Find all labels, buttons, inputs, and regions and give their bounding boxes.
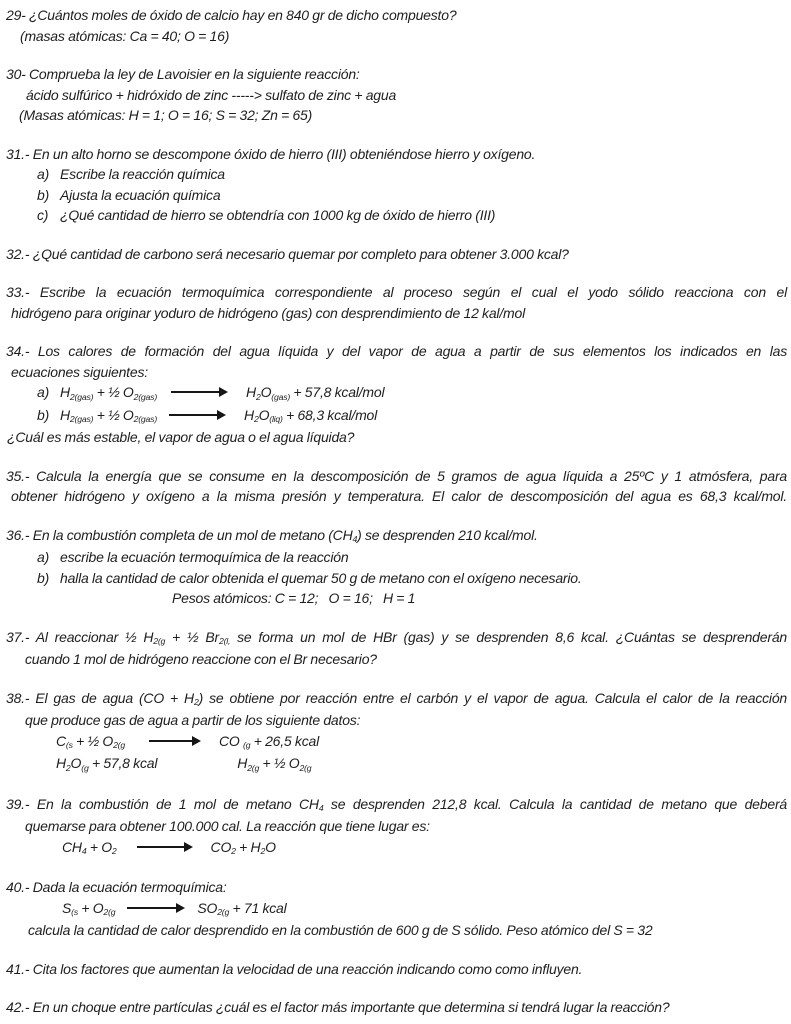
exercise-35-line-2 — [11, 486, 787, 507]
subscript-run: (gas) — [271, 391, 291, 402]
list-item-label: c) — [37, 207, 49, 223]
text-run: + 57,8 kcal — [88, 755, 158, 771]
exercise-39-line-3 — [62, 837, 787, 860]
exercise-32 — [6, 244, 787, 265]
subscript-run: 2(gas) — [133, 391, 158, 402]
spacer — [117, 851, 137, 852]
subscript-run: 2 — [231, 846, 236, 857]
exercise-42-line-1 — [6, 997, 787, 1018]
text-run: + 71 kcal — [229, 899, 287, 916]
text-run: + O — [77, 899, 104, 916]
exercise-41 — [6, 959, 787, 980]
text-run: CH — [62, 838, 82, 855]
exercise-39-line-1 — [6, 794, 787, 817]
subscript-run: (s — [71, 907, 78, 918]
exercise-34-line-4 — [37, 405, 787, 428]
text-run: + ½ O — [93, 384, 134, 400]
text-run: obtener hidrógeno y oxígeno a la misma presión y temperatura. El calor de descomposición del agua es 68,3 kcal/mol. — [11, 488, 787, 504]
text-run: CO — [210, 838, 232, 855]
spacer — [125, 745, 149, 746]
spacer — [115, 912, 127, 913]
spacer — [228, 396, 246, 397]
text-run: quemarse para obtener 100.000 cal. La reacción que tiene lugar es: — [25, 818, 430, 834]
exercise-34-line-5 — [7, 427, 787, 448]
exercise-40-line-1 — [6, 877, 787, 898]
text-run: O — [265, 838, 276, 855]
text-run: Pesos atómicos: C = 12; O = 16; H = 1 — [172, 590, 416, 606]
list-item-label: b) — [37, 186, 50, 203]
exercise-29 — [6, 5, 787, 46]
exercise-36-line-4 — [172, 588, 787, 609]
spacer — [201, 745, 219, 746]
exercise-41-line-1 — [6, 959, 787, 980]
exercise-32-line-1 — [6, 244, 787, 265]
text-run: H — [60, 406, 70, 423]
text-run: 37.- Al reaccionar ½ H — [6, 628, 154, 645]
text-run: H — [244, 406, 254, 423]
text-run: 41.- Cita los factores que aumentan la velocidad de una reacción indicando como como influyen. — [6, 960, 583, 977]
reaction-arrow-icon — [171, 387, 228, 397]
reaction-arrow-icon — [149, 736, 201, 746]
subscript-run: 2 — [260, 846, 266, 857]
text-run: CO — [219, 732, 243, 749]
text-run: + ½ O — [259, 755, 300, 771]
exercise-35-line-1 — [6, 466, 787, 487]
exercise-31 — [6, 144, 787, 226]
exercise-29-line-1 — [6, 5, 787, 26]
exercise-33-line-1 — [6, 282, 787, 303]
list-item-label: b) — [37, 406, 50, 423]
subscript-run: 4 — [318, 803, 324, 814]
subscript-run: 2(g — [217, 907, 230, 918]
subscript-run: (g — [243, 740, 251, 751]
text-run: ácido sulfúrico + hidróxido de zinc -----> sulfato de zinc + agua — [26, 86, 397, 103]
subscript-run: 2(g — [299, 762, 312, 773]
text-run: 40.- Dada la ecuación termoquímica: — [6, 879, 227, 895]
text-run: halla la cantidad de calor obtenida el quemar 50 g de metano con el oxígeno necesario. — [60, 569, 582, 586]
text-run: calcula la cantidad de calor desprendido en la combustión de 600 g de S sólido. Peso atómico del S = 32 — [28, 922, 653, 938]
exercise-31-line-2 — [37, 164, 787, 185]
text-run: S — [62, 899, 72, 916]
exercise-40 — [6, 877, 787, 941]
exercise-31-line-1 — [6, 144, 787, 165]
text-run: ¿Qué cantidad de hierro se obtendría con 1000 kg de óxido de hierro (III) — [60, 207, 496, 223]
list-item-label: a) — [37, 384, 50, 400]
subscript-run: 2(g — [103, 907, 116, 918]
exercise-31-line-3 — [37, 185, 787, 206]
text-run: Ajusta la ecuación química — [60, 186, 221, 203]
exercise-40-line-3 — [28, 920, 787, 941]
subscript-run: 4 — [81, 846, 87, 857]
exercise-37 — [6, 627, 787, 670]
text-run: escribe la ecuación termoquímica de la reacción — [60, 549, 349, 565]
exercise-36-line-3 — [37, 568, 787, 589]
text-run: 42.- En un choque entre partículas ¿cuál es el factor más importante que determina si tendrá lugar la reacción? — [6, 999, 670, 1015]
text-run: 38.- El gas de agua (CO + H — [6, 689, 194, 706]
exercise-42 — [6, 997, 787, 1018]
text-run: + ½ Br — [165, 628, 219, 645]
text-run: + 26,5 kcal — [250, 732, 320, 749]
text-run: cuando 1 mol de hidrógeno reaccione con el Br necesario? — [25, 651, 377, 667]
exercise-34-line-2 — [11, 362, 787, 383]
spacer — [193, 851, 211, 852]
text-run: O — [258, 406, 270, 423]
spacer — [157, 419, 169, 420]
text-run: + ½ O — [93, 406, 134, 423]
exercise-39 — [6, 794, 787, 860]
exercise-40-line-2 — [62, 898, 787, 921]
text-run: + 68,3 kcal/mol — [282, 406, 378, 423]
text-run: C — [56, 732, 66, 749]
text-run: ) se obtiene por reacción entre el carbón y el vapor de agua. Calcula el calor de la reacción — [198, 689, 788, 706]
exercise-33-line-2 — [11, 303, 787, 324]
subscript-run: 2 — [65, 762, 71, 773]
text-run: 33.- Escribe la ecuación termoquímica correspondiente al proceso según el cual el yodo sólido reacciona con el — [6, 284, 787, 300]
subscript-run: 2(gas) — [69, 414, 94, 425]
exercise-31-line-4 — [37, 205, 787, 226]
text-run: hidrógeno para originar yoduro de hidrógeno (gas) con desprendimiento de 12 kal/mol — [11, 304, 525, 321]
text-run: 34.- Los calores de formación del agua líquida y del vapor de agua a partir de sus elementos los indicados en las — [6, 343, 787, 359]
subscript-run: 2 — [193, 697, 199, 708]
text-run: que produce gas de agua a partir de los siguiente datos: — [25, 712, 361, 728]
text-run: 30- Comprueba la ley de Lavoisier en la siguiente reacción: — [6, 66, 360, 82]
subscript-run: 2 — [253, 414, 259, 425]
text-run: Escribe la reacción química — [60, 166, 225, 182]
spacer — [226, 419, 244, 420]
reaction-arrow-icon — [127, 903, 185, 913]
subscript-run: 2(g — [247, 762, 260, 773]
exercise-30-line-1 — [6, 64, 787, 85]
subscript-run: 2(gas) — [133, 414, 158, 425]
subscript-run: 2(g — [113, 740, 125, 751]
text-run: + O — [86, 838, 112, 855]
text-run: 39.- En la combustión de 1 mol de metano CH — [6, 795, 319, 812]
text-run: SO — [197, 899, 218, 916]
subscript-run: 2(l, — [218, 636, 231, 647]
list-item-label: a) — [37, 166, 50, 182]
text-run: 35.- Calcula la energía que se consume en la descomposición de 5 gramos de agua líquida a 25ºC y 1 atmósfera, para — [6, 467, 787, 484]
text-run: ecuaciones siguientes: — [11, 363, 148, 380]
exercise-38-line-4 — [56, 753, 787, 776]
text-run: + ½ O — [72, 732, 114, 749]
spacer — [157, 767, 237, 768]
spacer — [185, 912, 197, 913]
subscript-run: (liq) — [269, 414, 283, 425]
exercise-29-line-2 — [20, 26, 787, 47]
text-run: 36.- En la combustión completa de un mol de metano (CH — [6, 526, 353, 543]
exercise-36-line-2 — [37, 547, 787, 568]
exercise-37-line-2 — [25, 649, 787, 670]
exercise-30-line-3 — [19, 105, 787, 126]
subscript-run: 2 — [255, 391, 261, 402]
exercise-30 — [6, 64, 787, 126]
exercise-34 — [6, 341, 787, 448]
text-run: ) se desprenden 210 kcal/mol. — [357, 526, 538, 543]
subscript-run: 2 — [111, 846, 117, 857]
text-run: (Masas atómicas: H = 1; O = 16; S = 32; Zn = 65) — [19, 107, 313, 123]
exercise-33 — [6, 282, 787, 323]
text-run: + 57,8 kcal/mol — [290, 384, 385, 400]
text-run: se forma un mol de HBr (gas) y se desprenden 8,6 kcal. ¿Cuántas se desprenderán — [230, 628, 787, 645]
text-run: 32.- ¿Qué cantidad de carbono será necesario quemar por completo para obtener 3.000 kcal? — [6, 245, 569, 262]
text-run: + H — [235, 838, 261, 855]
text-run: 31.- En un alto horno se descompone óxido de hierro (III) obteniéndose hierro y oxígeno. — [6, 145, 536, 162]
exercise-37-line-1 — [6, 627, 787, 650]
text-run: ¿Cuál es más estable, el vapor de agua o el agua líquida? — [7, 429, 355, 445]
exercise-34-line-1 — [6, 341, 787, 362]
text-run: O — [70, 755, 82, 771]
reaction-arrow-icon — [137, 842, 193, 852]
spacer — [157, 396, 171, 397]
exercise-34-line-3 — [37, 382, 787, 405]
text-run: 29- ¿Cuántos moles de óxido de calcio hay en 840 gr de dicho compuesto? — [6, 7, 457, 23]
exercise-38-line-2 — [25, 710, 787, 731]
text-run: O — [260, 384, 272, 400]
exercise-30-line-2 — [26, 85, 787, 106]
exercise-39-line-2 — [25, 816, 787, 837]
exercise-36 — [6, 525, 787, 609]
subscript-run: (g — [81, 762, 89, 773]
exercise-38 — [6, 688, 787, 776]
list-item-label: a) — [37, 549, 50, 565]
reaction-arrow-icon — [169, 410, 226, 420]
list-item-label: b) — [37, 569, 50, 586]
text-run: H — [56, 755, 66, 771]
subscript-run: 4 — [352, 534, 358, 545]
text-run: (masas atómicas: Ca = 40; O = 16) — [20, 27, 230, 44]
exercise-38-line-1 — [6, 688, 787, 711]
exercise-36-line-1 — [6, 525, 787, 548]
text-run: H — [246, 384, 256, 400]
subscript-run: (s — [65, 740, 73, 751]
subscript-run: 2(gas) — [69, 391, 94, 402]
exercise-35 — [6, 466, 787, 507]
text-run: H — [60, 384, 70, 400]
text-run: H — [237, 755, 248, 771]
text-run: se desprenden 212,8 kcal. Calcula la cantidad de metano que deberá — [323, 795, 787, 812]
exercise-38-line-3 — [56, 731, 787, 754]
subscript-run: 2(g — [153, 636, 166, 647]
